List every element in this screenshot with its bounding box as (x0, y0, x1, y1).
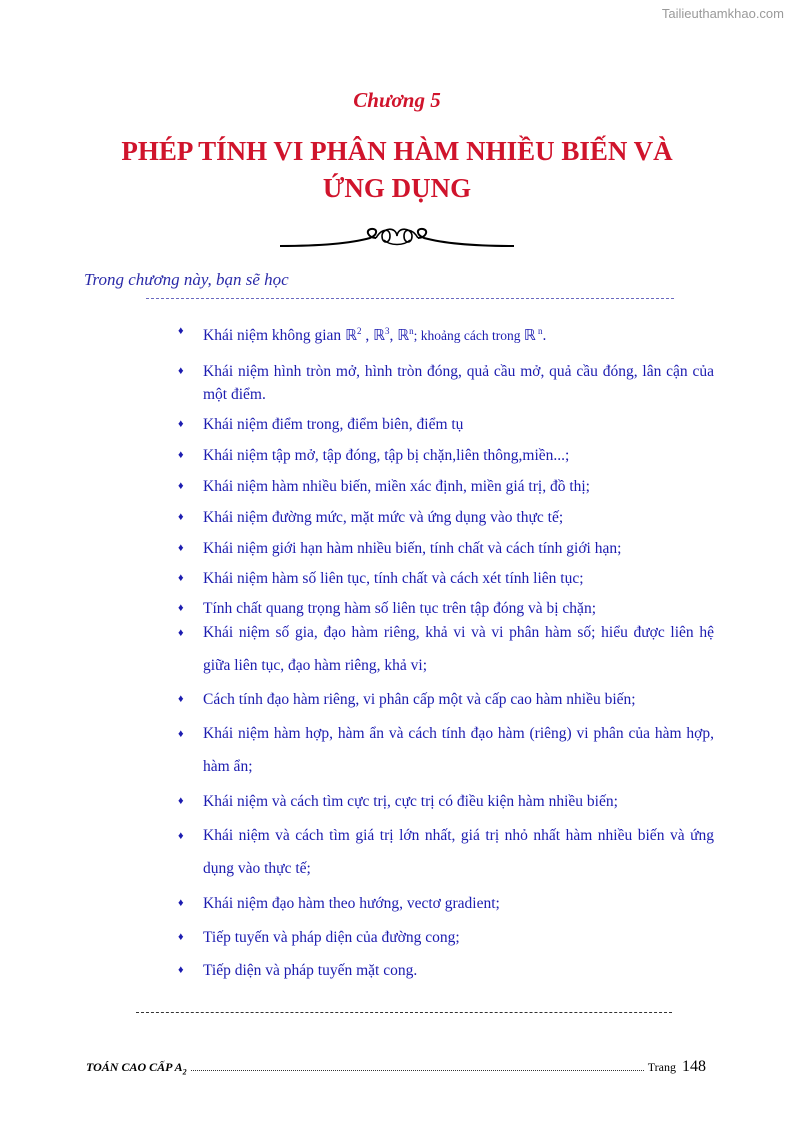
item-text: Khái niệm điểm trong, điểm biên, điểm tụ (203, 416, 464, 433)
item-text: Tính chất quang trọng hàm số liên tục trên tập đóng và bị chặn; (203, 600, 596, 617)
list-item (178, 926, 714, 949)
page-number: 148 (682, 1058, 706, 1075)
diamond-bullet-icon: ♦ (178, 480, 184, 492)
list-item (178, 616, 714, 682)
course-title: TOÁN CAO CẤP A (86, 1060, 183, 1074)
diamond-bullet-icon: ♦ (178, 627, 184, 639)
list-item (178, 320, 714, 347)
item-text: Khái niệm số gia, đạo hàm riêng, khả vi và vi phân hàm số; hiểu được liên hệ giữa liên tục, đạo hàm riêng, khả vi; (203, 624, 714, 674)
list-item (178, 475, 714, 498)
diamond-bullet-icon: ♦ (178, 964, 184, 976)
item-text: Khái niệm đạo hàm theo hướng, vectơ gradient; (203, 895, 500, 912)
diamond-bullet-icon: ♦ (178, 728, 184, 740)
diamond-bullet-icon: ♦ (178, 897, 184, 909)
list-item (178, 892, 714, 915)
item-end: . (542, 327, 547, 345)
page-footer (86, 1058, 706, 1076)
course-name (86, 1060, 187, 1076)
diamond-bullet-icon: ♦ (178, 325, 184, 337)
list-item (178, 959, 714, 982)
item-text-tail: ; khoảng cách trong (413, 328, 524, 344)
diamond-bullet-icon: ♦ (178, 602, 184, 614)
item-text: Khái niệm và cách tìm cực trị, cực trị có điều kiện hàm nhiều biến; (203, 793, 618, 810)
diamond-bullet-icon: ♦ (178, 511, 184, 523)
diamond-bullet-icon: ♦ (178, 449, 184, 461)
real-numbers-symbol: ℝ (373, 326, 385, 345)
list-item (178, 360, 714, 406)
item-text: Khái niệm hình tròn mở, hình tròn đóng, quả cầu mở, quả cầu đóng, lân cận của một điểm. (203, 363, 714, 403)
chapter-title (90, 133, 704, 207)
diamond-bullet-icon: ♦ (178, 418, 184, 430)
real-numbers-symbol: ℝ (397, 326, 410, 345)
superscript: 3 (384, 326, 390, 336)
item-text: Khái niệm giới hạn hàm nhiều biến, tính chất và cách tính giới hạn; (203, 540, 622, 557)
diamond-bullet-icon: ♦ (178, 693, 184, 705)
course-subscript: 2 (182, 1067, 187, 1077)
list-item (178, 537, 714, 560)
real-numbers-symbol: ℝ (523, 326, 536, 345)
item-text: Khái niệm và cách tìm giá trị lớn nhất, giá trị nhỏ nhất hàm nhiều biến và ứng dụng vào thực tế; (203, 827, 714, 877)
diamond-bullet-icon: ♦ (178, 365, 184, 377)
separator: , (361, 327, 374, 345)
list-item (178, 567, 714, 590)
item-text: Khái niệm đường mức, mặt mức và ứng dụng vào thực tế; (203, 509, 564, 526)
chapter-label: Chương 5 (353, 88, 441, 112)
diamond-bullet-icon: ♦ (178, 830, 184, 842)
item-text: Khái niệm hàm số liên tục, tính chất và cách xét tính liên tục; (203, 570, 584, 587)
separator: , (389, 327, 398, 345)
diamond-bullet-icon: ♦ (178, 542, 184, 554)
item-text: Cách tính đạo hàm riêng, vi phân cấp một và cấp cao hàm nhiều biến; (203, 691, 636, 708)
list-item (178, 688, 714, 711)
real-numbers-symbol: ℝ (345, 326, 357, 345)
divider-bottom (136, 1012, 672, 1013)
list-item (178, 413, 714, 436)
item-text: Tiếp diện và pháp tuyến mặt cong. (203, 962, 418, 979)
page-label: Trang (647, 1060, 676, 1074)
ornament-divider (278, 224, 516, 252)
item-text: Khái niệm tập mở, tập đóng, tập bị chặn,liên thông,miền...; (203, 447, 570, 464)
superscript: n (535, 326, 543, 336)
divider-top (146, 298, 674, 299)
diamond-bullet-icon: ♦ (178, 795, 184, 807)
list-item (178, 717, 714, 783)
list-item (178, 506, 714, 529)
item-text: Khái niệm hàm hợp, hàm ẩn và cách tính đạo hàm (riêng) vi phân của hàm hợp, hàm ẩn; (203, 725, 714, 775)
item-text: Khái niệm hàm nhiều biến, miền xác định, miền giá trị, đồ thị; (203, 478, 590, 495)
superscript: 2 (356, 326, 362, 336)
superscript: n (409, 326, 414, 336)
chapter-title-line1: PHÉP TÍNH VI PHÂN HÀM NHIỀU BIẾN VÀ (121, 136, 673, 166)
list-item (178, 444, 714, 467)
watermark: Tailieuthamkhao.com (661, 6, 784, 21)
dot-leader (191, 1070, 644, 1071)
item-text: Tiếp tuyến và pháp diện của đường cong; (203, 929, 460, 946)
item-text: Khái niệm không gian (203, 327, 346, 345)
diamond-bullet-icon: ♦ (178, 572, 184, 584)
chapter-title-line2: ỨNG DỤNG (322, 173, 472, 203)
list-item (178, 819, 714, 885)
diamond-bullet-icon: ♦ (178, 931, 184, 943)
list-item (178, 790, 714, 813)
intro-text: Trong chương này, bạn sẽ học (84, 270, 289, 289)
